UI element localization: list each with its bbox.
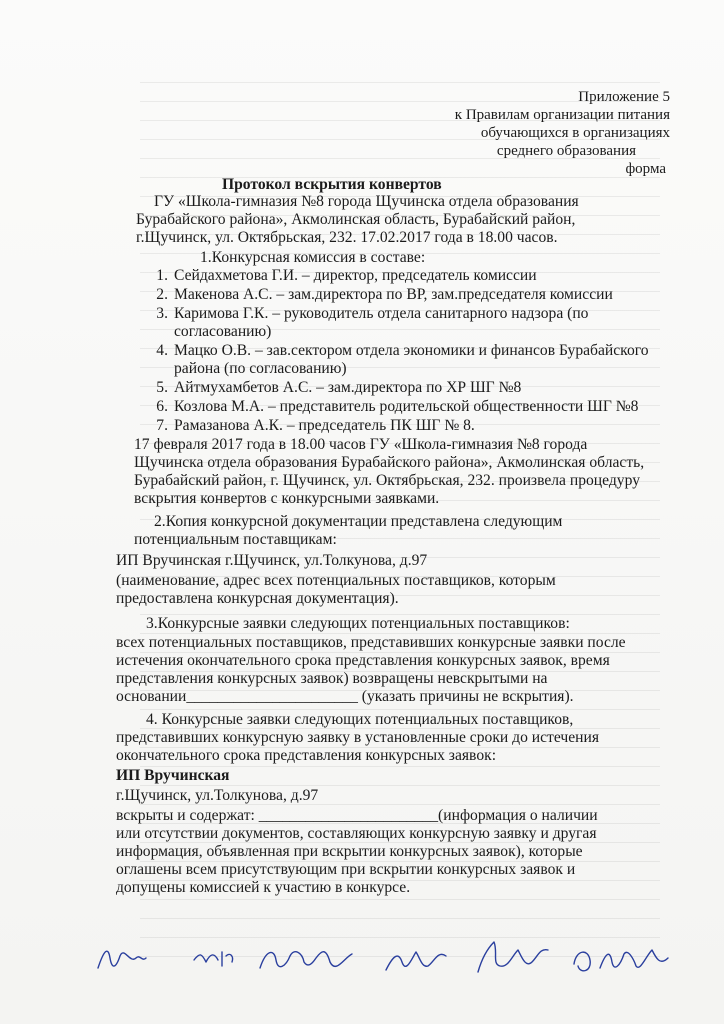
section2-line: 2.Копия конкурсной документации представлена следующим: [154, 513, 563, 530]
handwritten-signatures: [90, 928, 690, 988]
procedure-line: Бурабайский район, г. Щучинск, ул. Октябрьская, 232. произвела процедуру: [134, 472, 640, 489]
section4-line: вскрыты и содержат: _______________________(информация о наличии: [116, 807, 598, 824]
section4-line: информация, объявленная при вскрытии конкурсных заявок), которые: [116, 843, 583, 860]
signature-6: [574, 950, 668, 971]
section2-line: потенциальным поставщикам:: [134, 531, 337, 548]
section4-line: или отсутствии документов, составляющих конкурсную заявку и другая: [116, 825, 597, 842]
list-number: 5.: [156, 379, 168, 396]
appendix-line: обучающихся в организациях: [480, 125, 670, 141]
signature-3: [260, 952, 352, 968]
procedure-line: 17 февраля 2017 года в 18.00 часов ГУ «Школа-гимназия №8 города: [134, 436, 588, 453]
member-text: Козлова М.А. – представитель родительской общественности ШГ №8: [174, 398, 639, 415]
commission-member: [146, 398, 638, 416]
appendix-block: [410, 88, 670, 178]
list-number: 6.: [156, 398, 168, 415]
list-number: 2.: [156, 286, 168, 303]
member-text: Макенова А.С. – зам.директора по ВР, зам.председателя комиссии: [174, 286, 613, 303]
signatures-row: [90, 928, 690, 988]
member-text: Мацко О.В. – зав.сектором отдела экономики и финансов Бурабайского: [174, 342, 649, 359]
section4-line: 4. Конкурсные заявки следующих потенциальных поставщиков,: [146, 711, 574, 728]
header-line: Бурабайского района», Акмолинская область, Бурабайский район,: [136, 211, 576, 228]
member-text: Рамазанова А.К. – председатель ПК ШГ № 8.: [174, 417, 475, 434]
supplier-line: ИП Вручинская г.Щучинск, ул.Толкунова, д.97: [116, 552, 428, 569]
section4-line: оглашены всем присутствующим при вскрытии конкурсных заявок и: [116, 861, 576, 878]
member-text: Айтмухамбетов А.С. – зам.директора по ХР ШГ №8: [174, 379, 522, 396]
commission-member: [146, 342, 649, 360]
list-number: 7.: [156, 417, 168, 434]
section3-line: всех потенциальных поставщиков, представивших конкурсные заявки после: [116, 634, 626, 651]
member-text: Сейдахметова Г.И. – директор, председатель комиссии: [174, 267, 537, 284]
commission-member: [146, 267, 537, 285]
appendix-line: к Правилам организации питания: [454, 107, 670, 123]
section1-intro: 1.Конкурсная комиссия в составе:: [200, 249, 426, 266]
supplier-name: ИП Вручинская: [116, 767, 230, 784]
header-line: г.Щучинск, ул. Октябрьская, 232. 17.02.2017 года в 18.00 часов.: [136, 229, 558, 246]
procedure-line: вскрытия конвертов с конкурсными заявками.: [134, 490, 440, 507]
signature-1: [98, 951, 146, 968]
appendix-line: среднего образования: [496, 143, 636, 159]
section4-line: допущены комиссией к участию в конкурсе.: [116, 879, 411, 896]
member-continuation: района (по согласованию): [174, 360, 347, 377]
section3-line: представления конкурсных заявок) возвращены невскрытыми на: [116, 670, 548, 687]
list-number: 1.: [156, 267, 168, 284]
supplier-address: г.Щучинск, ул.Толкунова, д.97: [116, 787, 319, 804]
member-continuation: согласованию): [174, 323, 272, 340]
section2-line: предоставлена конкурсная документация).: [116, 590, 399, 607]
section3-line: 3.Конкурсные заявки следующих потенциальных поставщиков:: [146, 615, 570, 632]
commission-member: [146, 379, 521, 397]
section3-line: основании______________________ (указать причины не вскрытия).: [116, 688, 574, 705]
header-line: ГУ «Школа-гимназия №8 города Щучинска отдела образования: [154, 193, 579, 210]
section4-line: окончательного срока представления конкурсных заявок:: [116, 747, 497, 764]
commission-member: [146, 305, 588, 323]
signature-4: [386, 952, 446, 970]
signature-5: [478, 942, 548, 972]
member-text: Каримова Г.К. – руководитель отдела санитарного надзора (по: [174, 305, 589, 322]
procedure-line: Щучинска отдела образования Бурабайского района», Акмолинская область,: [134, 454, 645, 471]
section2-line: (наименование, адрес всех потенциальных поставщиков, которым: [116, 572, 556, 589]
section4-line: представивших конкурсную заявку в установленные сроки до истечения: [116, 729, 600, 746]
list-number: 3.: [156, 305, 168, 322]
commission-member: [146, 417, 475, 435]
document-title: Протокол вскрытия конвертов: [222, 176, 442, 193]
commission-member: [146, 286, 613, 304]
signature-2: [194, 952, 233, 966]
list-number: 4.: [156, 342, 168, 359]
section3-line: истечения окончательного срока представления конкурсных заявок, время: [116, 652, 610, 669]
appendix-line: Приложение 5: [578, 89, 670, 105]
appendix-line: форма: [625, 161, 666, 177]
